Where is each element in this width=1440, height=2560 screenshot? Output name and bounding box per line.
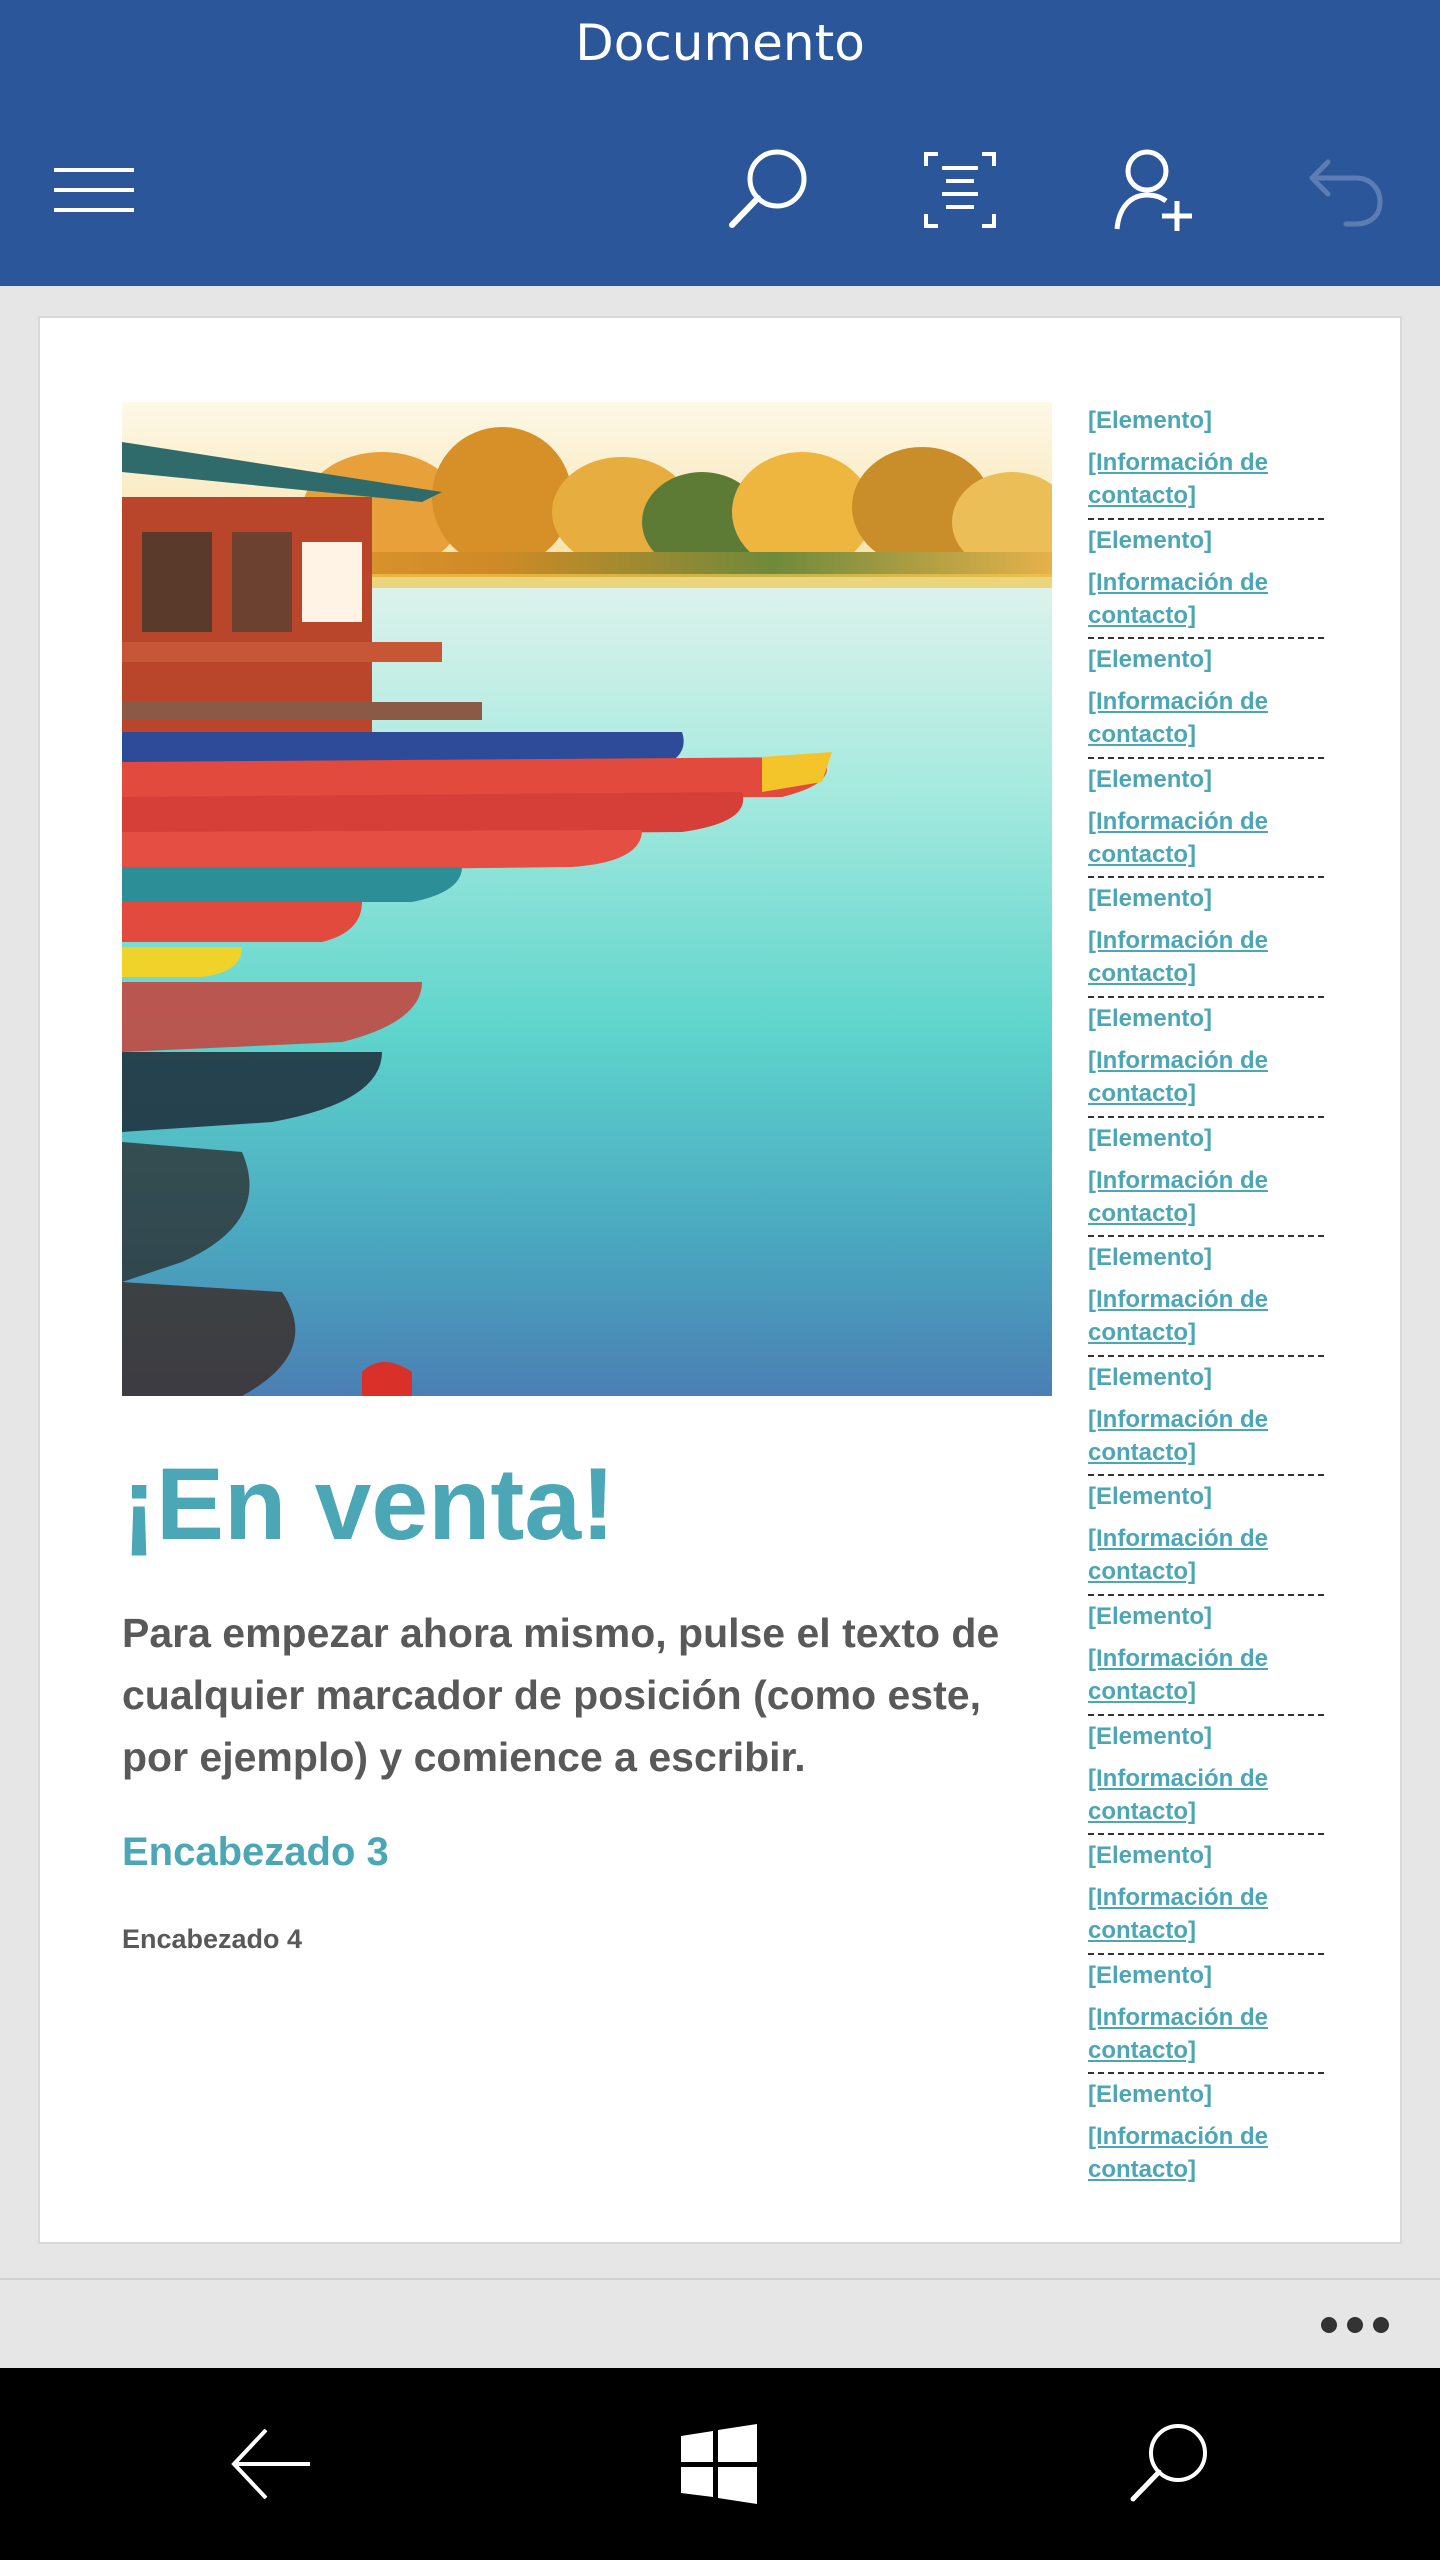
list-item[interactable] <box>1088 763 1324 879</box>
item-placeholder[interactable]: [Elemento] <box>1088 1602 1213 1630</box>
item-placeholder[interactable]: [Elemento] <box>1088 526 1213 554</box>
reading-view-button[interactable] <box>910 140 1010 240</box>
undo-icon <box>1306 150 1386 230</box>
menu-button[interactable] <box>46 140 146 240</box>
list-item[interactable] <box>1088 643 1324 759</box>
heading-1[interactable]: ¡En venta! <box>122 1447 616 1561</box>
back-button[interactable] <box>216 2414 326 2514</box>
document-title: Documento <box>575 14 865 72</box>
more-options-icon <box>1373 2317 1389 2333</box>
item-placeholder[interactable]: [Elemento] <box>1088 1004 1213 1032</box>
list-item[interactable] <box>1088 1720 1324 1836</box>
more-options-icon <box>1321 2317 1337 2333</box>
search-button[interactable] <box>1114 2414 1224 2514</box>
item-placeholder[interactable]: [Elemento] <box>1088 1363 1213 1391</box>
list-item[interactable] <box>1088 2078 1324 2194</box>
contact-placeholder[interactable]: [Información de contacto] <box>1088 1764 1269 1825</box>
item-placeholder[interactable]: [Elemento] <box>1088 1961 1213 1989</box>
list-item[interactable] <box>1088 524 1324 640</box>
list-item[interactable] <box>1088 1600 1324 1716</box>
heading-4[interactable]: Encabezado 4 <box>122 1924 303 1954</box>
contact-placeholder[interactable]: [Información de contacto] <box>1088 927 1269 988</box>
contact-placeholder[interactable]: [Información de contacto] <box>1088 807 1269 868</box>
contact-placeholder[interactable]: [Información de contacto] <box>1088 1884 1269 1945</box>
search-icon <box>1124 2419 1214 2509</box>
list-item[interactable] <box>1088 1480 1324 1596</box>
contact-placeholder[interactable]: [Información de contacto] <box>1088 449 1269 509</box>
contact-placeholder[interactable]: [Información de contacto] <box>1088 1046 1269 1107</box>
add-person-icon <box>1111 147 1197 233</box>
sidebar-list <box>1088 400 1324 2194</box>
contact-placeholder[interactable]: [Información de contacto] <box>1088 688 1269 749</box>
item-placeholder[interactable]: [Elemento] <box>1088 1842 1213 1870</box>
item-placeholder[interactable]: [Elemento] <box>1088 1483 1213 1511</box>
undo-button[interactable] <box>1296 140 1396 240</box>
contact-placeholder[interactable]: [Información de contacto] <box>1088 568 1269 629</box>
list-item[interactable] <box>1088 404 1324 520</box>
item-placeholder[interactable]: [Elemento] <box>1088 646 1213 674</box>
contact-placeholder[interactable]: [Información de contacto] <box>1088 1644 1269 1705</box>
bottom-app-bar <box>0 2278 1440 2368</box>
list-item[interactable] <box>1088 1361 1324 1477</box>
list-item[interactable] <box>1088 1241 1324 1357</box>
list-item[interactable] <box>1088 1839 1324 1955</box>
heading-3[interactable]: Encabezado 3 <box>122 1830 389 1874</box>
start-button[interactable] <box>664 2414 774 2514</box>
system-nav-bar <box>0 2368 1440 2560</box>
item-placeholder[interactable]: [Elemento] <box>1088 1722 1213 1750</box>
list-item[interactable] <box>1088 882 1324 998</box>
body-paragraph[interactable]: Para empezar ahora mismo, pulse el texto de cualquier marcador de posición (como este, por ejemplo) y comience a escribir. <box>122 1610 1000 1780</box>
contact-placeholder[interactable]: [Información de contacto] <box>1088 1166 1269 1227</box>
search-button[interactable] <box>718 140 818 240</box>
more-options-icon <box>1347 2317 1363 2333</box>
boats-on-lake-photo[interactable] <box>122 402 1052 1396</box>
contact-placeholder[interactable]: [Información de contacto] <box>1088 1525 1269 1586</box>
document-page[interactable] <box>38 316 1402 2244</box>
more-options-button[interactable] <box>1310 2302 1400 2348</box>
contact-placeholder[interactable]: [Información de contacto] <box>1088 2123 1269 2184</box>
share-button[interactable] <box>1104 140 1204 240</box>
item-placeholder[interactable]: [Elemento] <box>1088 885 1213 913</box>
item-placeholder[interactable]: [Elemento] <box>1088 407 1213 434</box>
document-canvas[interactable] <box>0 286 1440 2278</box>
search-icon <box>723 145 813 235</box>
item-placeholder[interactable]: [Elemento] <box>1088 765 1213 793</box>
item-placeholder[interactable]: [Elemento] <box>1088 1124 1213 1152</box>
list-item[interactable] <box>1088 1122 1324 1238</box>
contact-placeholder[interactable]: [Información de contacto] <box>1088 1286 1269 1347</box>
reading-view-icon <box>922 150 998 230</box>
contact-placeholder[interactable]: [Información de contacto] <box>1088 2003 1269 2064</box>
app-header <box>0 0 1440 286</box>
item-placeholder[interactable]: [Elemento] <box>1088 2081 1213 2109</box>
contact-placeholder[interactable]: [Información de contacto] <box>1088 1405 1269 1466</box>
windows-start-icon <box>679 2424 759 2504</box>
list-item[interactable] <box>1088 1959 1324 2075</box>
back-arrow-icon <box>226 2424 316 2504</box>
item-placeholder[interactable]: [Elemento] <box>1088 1244 1213 1272</box>
hamburger-menu-icon <box>54 165 138 215</box>
list-item[interactable] <box>1088 1002 1324 1118</box>
